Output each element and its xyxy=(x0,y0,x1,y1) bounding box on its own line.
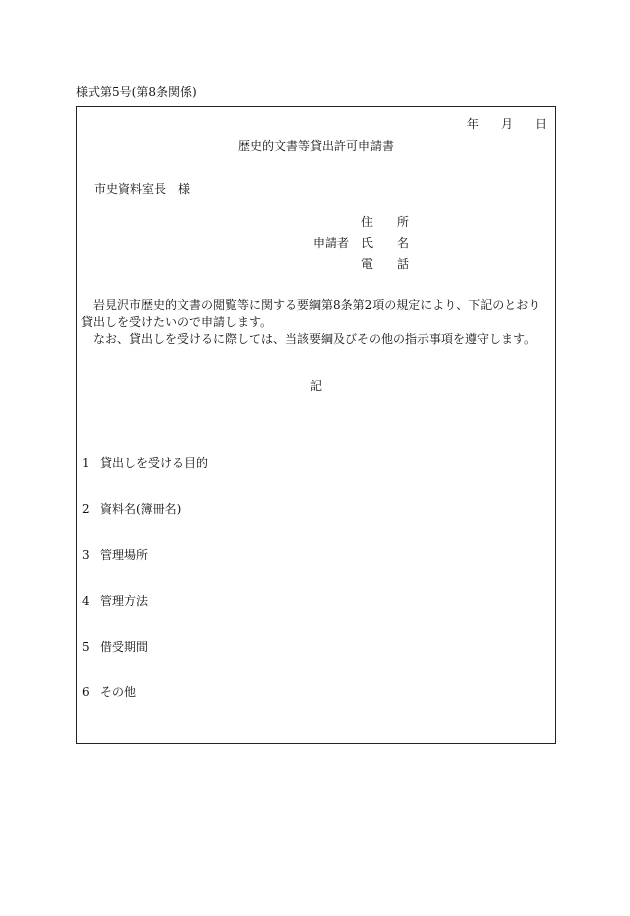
application-form-frame xyxy=(76,106,556,744)
item-storage-place xyxy=(82,546,148,563)
address-field-label: 住 所 xyxy=(361,215,410,229)
body-paragraph-1: 岩見沢市歴史的文書の閲覧等に関する要綱第8条第2項の規定により、下記のとおり貸出しを受けたいので申請します。 xyxy=(81,298,541,329)
application-body xyxy=(81,297,549,348)
item-loan-period xyxy=(82,638,148,655)
item-document-name xyxy=(82,500,181,517)
item-other xyxy=(82,683,136,700)
item-number: 3 xyxy=(82,548,90,562)
item-purpose xyxy=(82,454,208,471)
item-label: 貸出しを受ける目的 xyxy=(100,456,209,470)
item-number: 4 xyxy=(82,594,90,608)
item-label: 資料名(簿冊名) xyxy=(100,502,182,516)
document-title: 歴史的文書等貸出許可申請書 xyxy=(237,139,394,153)
name-field-label: 氏 名 xyxy=(361,236,410,250)
item-number: 6 xyxy=(82,685,90,699)
item-label: 管理方法 xyxy=(100,594,149,608)
date-year: 年 xyxy=(466,117,479,131)
date-month: 月 xyxy=(500,117,513,131)
item-number: 2 xyxy=(82,502,90,516)
item-number: 1 xyxy=(82,456,90,470)
item-number: 5 xyxy=(82,640,90,654)
item-management-method xyxy=(82,592,148,609)
applicant-label: 申請者 xyxy=(313,236,350,250)
addressee: 市史資料室長 様 xyxy=(94,182,191,196)
ki-heading: 記 xyxy=(309,379,322,393)
date-day: 日 xyxy=(534,117,547,131)
form-number-label: 様式第5号(第8条関係) xyxy=(76,85,197,99)
item-label: その他 xyxy=(100,685,137,699)
phone-field-label: 電 話 xyxy=(361,257,410,271)
date-line xyxy=(467,115,547,132)
item-label: 借受期間 xyxy=(100,640,149,654)
item-label: 管理場所 xyxy=(100,548,149,562)
body-paragraph-2: なお、貸出しを受けるに際しては、当該要綱及びその他の指示事項を遵守します。 xyxy=(93,332,537,346)
